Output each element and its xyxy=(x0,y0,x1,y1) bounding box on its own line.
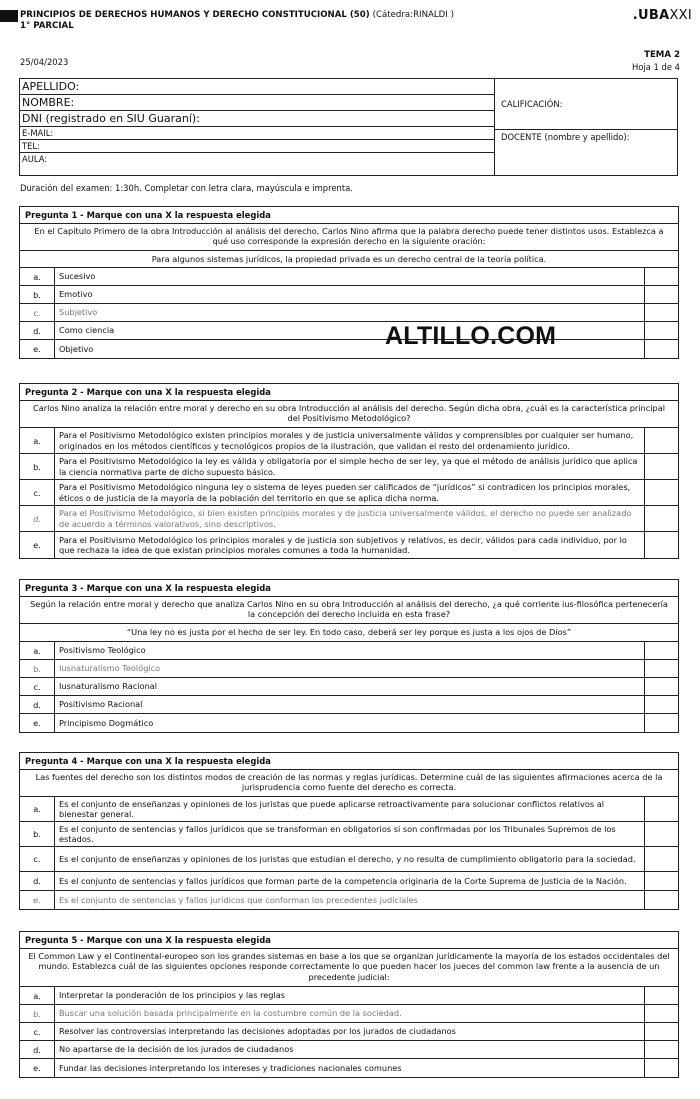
question-title: Pregunta 2 - Marque con una X la respuesta elegida xyxy=(20,384,678,401)
answer-box[interactable] xyxy=(645,1059,678,1077)
answer-box[interactable] xyxy=(645,642,678,659)
option-text: Para el Positivismo Metodológico existen principios morales y de justicia universalmente válidos y comprensibles por cualquier ser humano, originados en los métodos científicos y tecnológicos propios de la ilustración, que validan el resto del ordenamiento jurídico. xyxy=(55,428,645,453)
option-row xyxy=(20,660,678,678)
option-letter: b. xyxy=(20,1005,55,1022)
option-text: Iusnaturalismo Teológico xyxy=(55,660,645,677)
option-row xyxy=(20,340,678,358)
option-text: Es el conjunto de sentencias y fallos jurídicos que forman parte de la competencia originaria de la Corte Suprema de Justicia de la Nación. xyxy=(55,872,645,890)
option-row xyxy=(20,1059,678,1077)
option-text: Para el Positivismo Metodológico, si bien existen principios morales y de justicia universalmente válidos, el derecho no puede ser analizado de acuerdo a términos valorativos, sino descriptivos. xyxy=(55,506,645,531)
option-letter: b. xyxy=(20,660,55,677)
aula-field[interactable]: AULA: xyxy=(22,154,48,164)
option-row xyxy=(20,847,678,872)
email-field[interactable]: E-MAIL: xyxy=(20,127,495,140)
tel-field[interactable]: TEL: xyxy=(20,140,495,153)
nombre-field[interactable]: NOMBRE: xyxy=(20,95,495,111)
answer-box[interactable] xyxy=(645,987,678,1004)
question-quote: Para algunos sistemas jurídicos, la propiedad privada es un derecho central de la teoría política. xyxy=(20,251,678,268)
option-text: Positivismo Teológico xyxy=(55,642,645,659)
question-1 xyxy=(19,206,679,359)
question-4 xyxy=(19,752,679,910)
student-id-form xyxy=(19,78,678,176)
option-row xyxy=(20,714,678,732)
answer-box[interactable] xyxy=(645,428,678,453)
course-name: PRINCIPIOS DE DERECHOS HUMANOS Y DERECHO CONSTITUCIONAL (50) xyxy=(20,10,370,20)
answer-box[interactable] xyxy=(645,1023,678,1040)
answer-box[interactable] xyxy=(645,286,678,303)
answer-box[interactable] xyxy=(645,322,678,339)
dni-field[interactable]: DNI (registrado en SIU Guaraní): xyxy=(20,111,495,127)
option-row xyxy=(20,480,678,506)
answer-box[interactable] xyxy=(645,1005,678,1022)
option-text: No apartarse de la decisión de los jurados de ciudadanos xyxy=(55,1041,645,1058)
calificacion-field[interactable]: CALIFICACIÓN: xyxy=(501,99,563,109)
option-letter: d. xyxy=(20,872,55,890)
option-row xyxy=(20,268,678,286)
question-title: Pregunta 3 - Marque con una X la respuesta elegida xyxy=(20,580,678,597)
option-text: Para el Positivismo Metodológico la ley es válida y obligatoria por el simple hecho de ser ley, ya que el método de análisis jurídico que aplica la ciencia normativa parte de dicho supuesto básico. xyxy=(55,454,645,479)
option-row xyxy=(20,1041,678,1059)
docente-field[interactable]: DOCENTE (nombre y apellido): xyxy=(501,132,630,142)
option-row xyxy=(20,532,678,558)
option-row xyxy=(20,1005,678,1023)
option-letter: a. xyxy=(20,428,55,453)
answer-box[interactable] xyxy=(645,822,678,846)
option-row xyxy=(20,642,678,660)
option-letter: b. xyxy=(20,454,55,479)
question-5 xyxy=(19,931,679,1078)
option-row xyxy=(20,322,678,340)
answer-box[interactable] xyxy=(645,304,678,321)
answer-box[interactable] xyxy=(645,454,678,479)
answer-box[interactable] xyxy=(645,532,678,558)
option-row xyxy=(20,286,678,304)
option-letter: c. xyxy=(20,1023,55,1040)
option-text: Es el conjunto de sentencias y fallos jurídicos que se transforman en obligatorios si son confirmadas por los Tribunales Supremos de los estados. xyxy=(55,822,645,846)
option-text: Buscar una solución basada principalmente en la costumbre común de la sociedad. xyxy=(55,1005,645,1022)
question-2 xyxy=(19,383,679,559)
option-row xyxy=(20,891,678,909)
exam-duration: Duración del examen: 1:30h. Completar con letra clara, mayúscula e imprenta. xyxy=(20,183,353,193)
question-text: Las fuentes del derecho son los distintos modos de creación de las normas y reglas jurídicas. Determine cuál de las siguientes afirmaciones acerca de la jurisprudencia como fuente del derecho es correcta. xyxy=(20,770,678,797)
option-text: Para el Positivismo Metodológico ninguna ley o sistema de leyes pueden ser calificados de “jurídicos” si contradicen los principios morales, éticos o de justicia de la mayoría de la población del territorio en que se aplica dicha norma. xyxy=(55,480,645,505)
option-text: Es el conjunto de enseñanzas y opiniones de los juristas que estudian el derecho, y no resulta de cumplimiento obligatorio para la sociedad. xyxy=(55,847,645,871)
question-text: El Common Law y el Continental-europeo son los grandes sistemas en base a los que se organizan jurídicamente la mayoría de los estados occidentales del mundo. Establezca cuál de las siguientes opciones responde correctamente lo que pueden hacer los jueces del common law frente a la ausencia de un precedente judicial: xyxy=(20,949,678,987)
option-letter: e. xyxy=(20,1059,55,1077)
question-text: En el Capítulo Primero de la obra Introducción al análisis del derecho, Carlos Nino afirma que la palabra derecho puede tener distintos usos. Establezca a qué uso corresponde la expresión derecho en la siguiente oración: xyxy=(20,224,678,251)
option-row xyxy=(20,304,678,322)
answer-box[interactable] xyxy=(645,872,678,890)
option-text: Es el conjunto de enseñanzas y opiniones de los juristas que puede aplicarse retroactivamente para solucionar conflictos relativos al bienestar general. xyxy=(55,797,645,821)
question-quote: “Una ley no es justa por el hecho de ser ley. En todo caso, deberá ser ley porque es justa a los ojos de Dios” xyxy=(20,624,678,642)
answer-box[interactable] xyxy=(645,1041,678,1058)
option-letter: e. xyxy=(20,891,55,909)
option-row xyxy=(20,696,678,714)
option-letter: d. xyxy=(20,1041,55,1058)
answer-box[interactable] xyxy=(645,696,678,713)
option-text: Para el Positivismo Metodológico los principios morales y de justicia son subjetivos y relativos, es decir, válidos para cada individuo, por lo que rechaza la idea de que existan principios morales comunes a toda la humanidad. xyxy=(55,532,645,558)
uba-logo-xxi: XXI xyxy=(669,8,692,23)
question-title: Pregunta 1 - Marque con una X la respuesta elegida xyxy=(20,207,678,224)
option-letter: b. xyxy=(20,286,55,303)
option-letter: b. xyxy=(20,822,55,846)
answer-box[interactable] xyxy=(645,268,678,285)
option-letter: d. xyxy=(20,506,55,531)
catedra-label: (Cátedra:RINALDI ) xyxy=(372,10,454,20)
answer-box[interactable] xyxy=(645,678,678,695)
option-letter: a. xyxy=(20,642,55,659)
option-letter: c. xyxy=(20,847,55,871)
exam-name: 1° PARCIAL xyxy=(20,21,74,31)
option-text: Interpretar la ponderación de los principios y las reglas xyxy=(55,987,645,1004)
answer-box[interactable] xyxy=(645,847,678,871)
option-text: Objetivo xyxy=(55,340,645,358)
option-text: Fundar las decisiones interpretando los intereses y tradiciones nacionales comunes xyxy=(55,1059,645,1077)
question-text: Carlos Nino analiza la relación entre moral y derecho en su obra Introducción al análisis del derecho. Según dicha obra, ¿cuál es la característica principal del Positivismo Metodológico? xyxy=(20,401,678,428)
option-letter: e. xyxy=(20,340,55,358)
option-row xyxy=(20,797,678,822)
question-title: Pregunta 5 - Marque con una X la respuesta elegida xyxy=(20,932,678,949)
exam-date: 25/04/2023 xyxy=(20,57,69,67)
answer-box[interactable] xyxy=(645,480,678,505)
option-text: Iusnaturalismo Racional xyxy=(55,678,645,695)
option-row xyxy=(20,678,678,696)
option-text: Es el conjunto de sentencias y fallos jurídicos que conforman los precedentes judiciales xyxy=(55,891,645,909)
option-text: Emotivo xyxy=(55,286,645,303)
option-letter: c. xyxy=(20,678,55,695)
answer-box[interactable] xyxy=(645,714,678,732)
question-3 xyxy=(19,579,679,733)
option-row xyxy=(20,822,678,847)
option-text: Como ciencia xyxy=(55,322,645,339)
option-row xyxy=(20,506,678,532)
option-letter: a. xyxy=(20,268,55,285)
option-row xyxy=(20,1023,678,1041)
uba-logo xyxy=(633,8,692,23)
answer-box[interactable] xyxy=(645,891,678,909)
question-title: Pregunta 4 - Marque con una X la respuesta elegida xyxy=(20,753,678,770)
option-row xyxy=(20,454,678,480)
option-row xyxy=(20,872,678,891)
option-row xyxy=(20,987,678,1005)
course-title xyxy=(20,10,454,21)
option-letter: c. xyxy=(20,480,55,505)
option-letter: a. xyxy=(20,797,55,821)
watermark: ALTILLO.COM xyxy=(385,322,557,350)
answer-box[interactable] xyxy=(645,506,678,531)
option-text: Subjetivo xyxy=(55,304,645,321)
option-letter: e. xyxy=(20,714,55,732)
option-text: Principismo Dogmático xyxy=(55,714,645,732)
apellido-field[interactable]: APELLIDO: xyxy=(20,79,495,95)
option-text: Sucesivo xyxy=(55,268,645,285)
student-id-fields xyxy=(20,79,495,175)
page-counter: Hoja 1 de 4 xyxy=(632,62,680,72)
option-letter: d. xyxy=(20,322,55,339)
header-black-block xyxy=(0,10,18,22)
option-text: Positivismo Racional xyxy=(55,696,645,713)
option-letter: a. xyxy=(20,987,55,1004)
uba-logo-text: .UBA xyxy=(632,8,670,23)
option-letter: c. xyxy=(20,304,55,321)
answer-box[interactable] xyxy=(645,340,678,358)
answer-box[interactable] xyxy=(645,660,678,677)
answer-box[interactable] xyxy=(645,797,678,821)
option-letter: e. xyxy=(20,532,55,558)
tema-label: TEMA 2 xyxy=(644,50,680,60)
option-text: Resolver las controversias interpretando las decisiones adoptadas por los jurados de ciudadanos xyxy=(55,1023,645,1040)
id-right-divider xyxy=(495,129,677,130)
option-letter: d. xyxy=(20,696,55,713)
option-row xyxy=(20,428,678,454)
question-text: Según la relación entre moral y derecho que analiza Carlos Nino en su obra Introducción al análisis del derecho, ¿a qué corriente ius-filosófica pertenecería la concepción del derecho incluida en esta frase? xyxy=(20,597,678,624)
